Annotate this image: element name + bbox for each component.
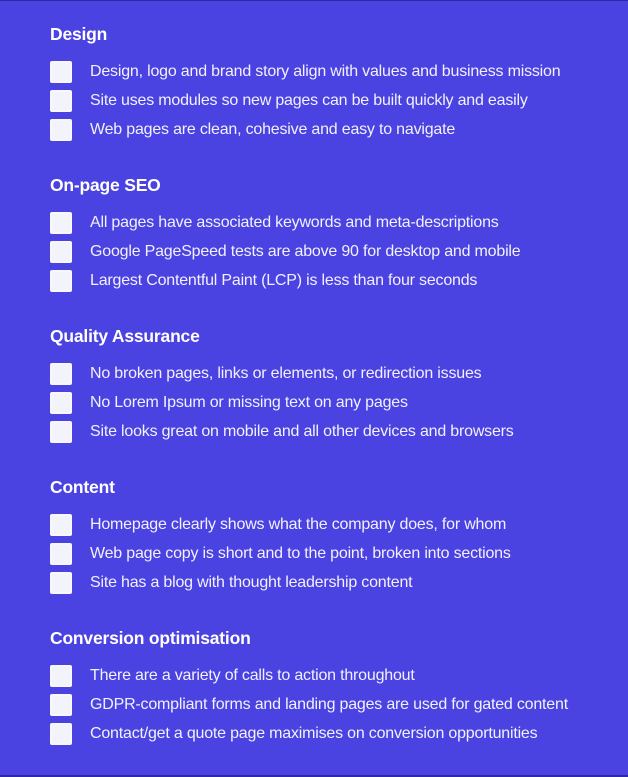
checklist-row xyxy=(50,119,588,141)
checkbox[interactable] xyxy=(50,665,72,687)
checklist-item-label: Design, logo and brand story align with values and business mission xyxy=(90,63,561,80)
checklist-item-label: Site looks great on mobile and all other devices and browsers xyxy=(90,423,514,440)
checklist-item-label: Web pages are clean, cohesive and easy to navigate xyxy=(90,121,456,138)
checklist-row xyxy=(50,665,588,687)
checkbox[interactable] xyxy=(50,694,72,716)
checklist-item-label: Site uses modules so new pages can be built quickly and easily xyxy=(90,92,528,109)
checklist-item-label: Contact/get a quote page maximises on conversion opportunities xyxy=(90,725,538,742)
checklist-row xyxy=(50,514,588,536)
checklist-item-label: No Lorem Ipsum or missing text on any pages xyxy=(90,394,408,411)
checklist-row xyxy=(50,392,588,414)
checkbox[interactable] xyxy=(50,241,72,263)
checklist-row xyxy=(50,572,588,594)
section-conversion-optimisation xyxy=(50,627,588,745)
checklist-row xyxy=(50,543,588,565)
checklist-row xyxy=(50,270,588,292)
checklist-item-label: GDPR-compliant forms and landing pages are used for gated content xyxy=(90,696,568,713)
checklist-item-label: Web page copy is short and to the point, broken into sections xyxy=(90,545,511,562)
checkbox[interactable] xyxy=(50,212,72,234)
checkbox[interactable] xyxy=(50,543,72,565)
checkbox[interactable] xyxy=(50,572,72,594)
checklist-item-label: Site has a blog with thought leadership content xyxy=(90,574,413,591)
checkbox[interactable] xyxy=(50,61,72,83)
checklist-item-label: No broken pages, links or elements, or redirection issues xyxy=(90,365,482,382)
checkbox[interactable] xyxy=(50,514,72,536)
checklist-item-label: There are a variety of calls to action throughout xyxy=(90,667,415,684)
section-heading: Content xyxy=(50,477,115,497)
section-heading: Design xyxy=(50,24,108,44)
checklist-row xyxy=(50,90,588,112)
checkbox[interactable] xyxy=(50,723,72,745)
checklist-item-label: All pages have associated keywords and meta-descriptions xyxy=(90,214,499,231)
section-content xyxy=(50,476,588,594)
checklist-row xyxy=(50,723,588,745)
section-design xyxy=(50,23,588,141)
checkbox[interactable] xyxy=(50,90,72,112)
section-heading: Quality Assurance xyxy=(50,326,200,346)
checklist-item-label: Google PageSpeed tests are above 90 for desktop and mobile xyxy=(90,243,521,260)
checklist-row xyxy=(50,421,588,443)
checkbox[interactable] xyxy=(50,392,72,414)
checklist-row xyxy=(50,241,588,263)
checklist-row xyxy=(50,694,588,716)
checklist-item-label: Homepage clearly shows what the company does, for whom xyxy=(90,516,507,533)
section-quality-assurance xyxy=(50,325,588,443)
checklist-item-label: Largest Contentful Paint (LCP) is less than four seconds xyxy=(90,272,478,289)
section-heading: Conversion optimisation xyxy=(50,628,251,648)
checklist-row xyxy=(50,212,588,234)
checklist-row xyxy=(50,61,588,83)
section-heading: On-page SEO xyxy=(50,175,161,195)
section-on-page-seo xyxy=(50,174,588,292)
checklist-row xyxy=(50,363,588,385)
checkbox[interactable] xyxy=(50,421,72,443)
checkbox[interactable] xyxy=(50,270,72,292)
checkbox[interactable] xyxy=(50,363,72,385)
checkbox[interactable] xyxy=(50,119,72,141)
